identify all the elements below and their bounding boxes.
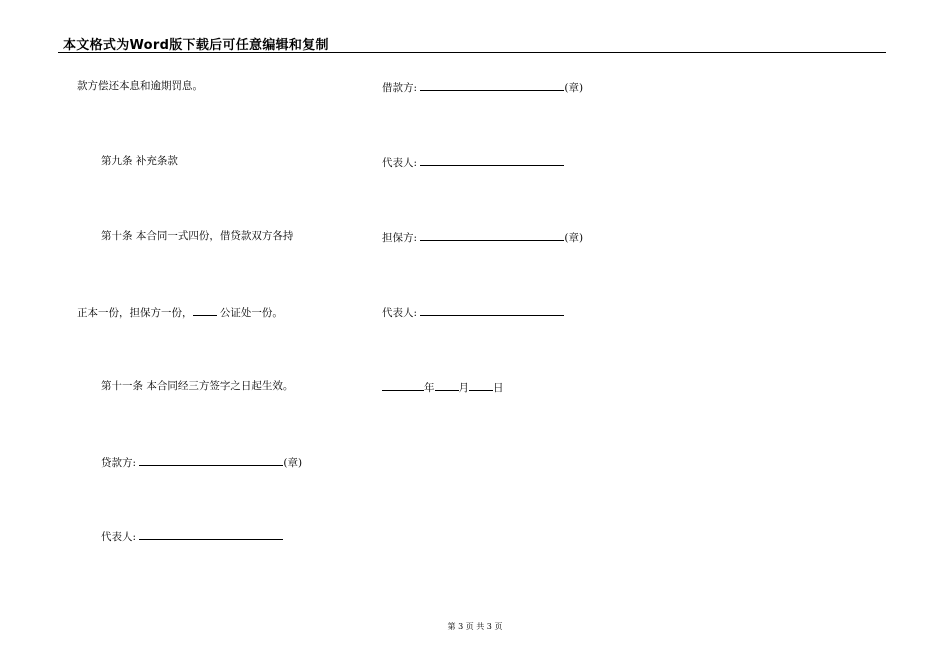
month-blank <box>435 379 459 391</box>
lender-rep-blank <box>139 528 283 540</box>
lender-seal: (章) <box>283 457 303 469</box>
borrower-seal: (章) <box>564 82 584 94</box>
left-line-4-text-b: 公证处一份。 <box>216 307 283 319</box>
date-line <box>382 379 504 395</box>
document-header-title: 本文格式为Word版下载后可任意编辑和复制 <box>63 38 329 53</box>
left-line-4-text-a: 正本一份，担保方一份， <box>77 307 193 319</box>
lender-rep-label: 代表人: <box>101 531 137 543</box>
left-line-5: 第十一条 本合同经三方签字之日起生效。 <box>101 380 294 392</box>
borrower-signature-line <box>382 79 583 95</box>
guarantor-signature-line <box>382 229 583 245</box>
lender-blank <box>139 454 283 466</box>
guarantor-rep-blank <box>420 304 564 316</box>
guarantor-label: 担保方: <box>382 232 418 244</box>
year-blank <box>382 379 424 391</box>
borrower-rep-label: 代表人: <box>382 157 418 169</box>
guarantor-blank <box>420 229 564 241</box>
left-line-1: 款方偿还本息和逾期罚息。 <box>77 80 203 92</box>
lender-rep-line <box>101 528 283 544</box>
guarantor-rep-label: 代表人: <box>382 307 418 319</box>
header-rule <box>58 52 886 53</box>
borrower-rep-blank <box>420 154 564 166</box>
left-line-4 <box>77 304 283 320</box>
day-blank <box>469 379 493 391</box>
borrower-blank <box>420 79 564 91</box>
notary-blank <box>193 304 217 316</box>
borrower-rep-line <box>382 154 564 170</box>
left-line-2: 第九条 补充条款 <box>101 155 178 167</box>
day-label: 日 <box>493 382 504 394</box>
page-number-footer: 第 3 页 共 3 页 <box>447 622 503 631</box>
lender-signature-line <box>101 454 302 470</box>
year-label: 年 <box>424 382 435 394</box>
guarantor-rep-line <box>382 304 564 320</box>
month-label: 月 <box>458 382 469 394</box>
lender-label: 贷款方: <box>101 457 137 469</box>
borrower-label: 借款方: <box>382 82 418 94</box>
guarantor-seal: (章) <box>564 232 584 244</box>
left-line-3: 第十条 本合同一式四份，借贷款双方各持 <box>101 230 294 242</box>
